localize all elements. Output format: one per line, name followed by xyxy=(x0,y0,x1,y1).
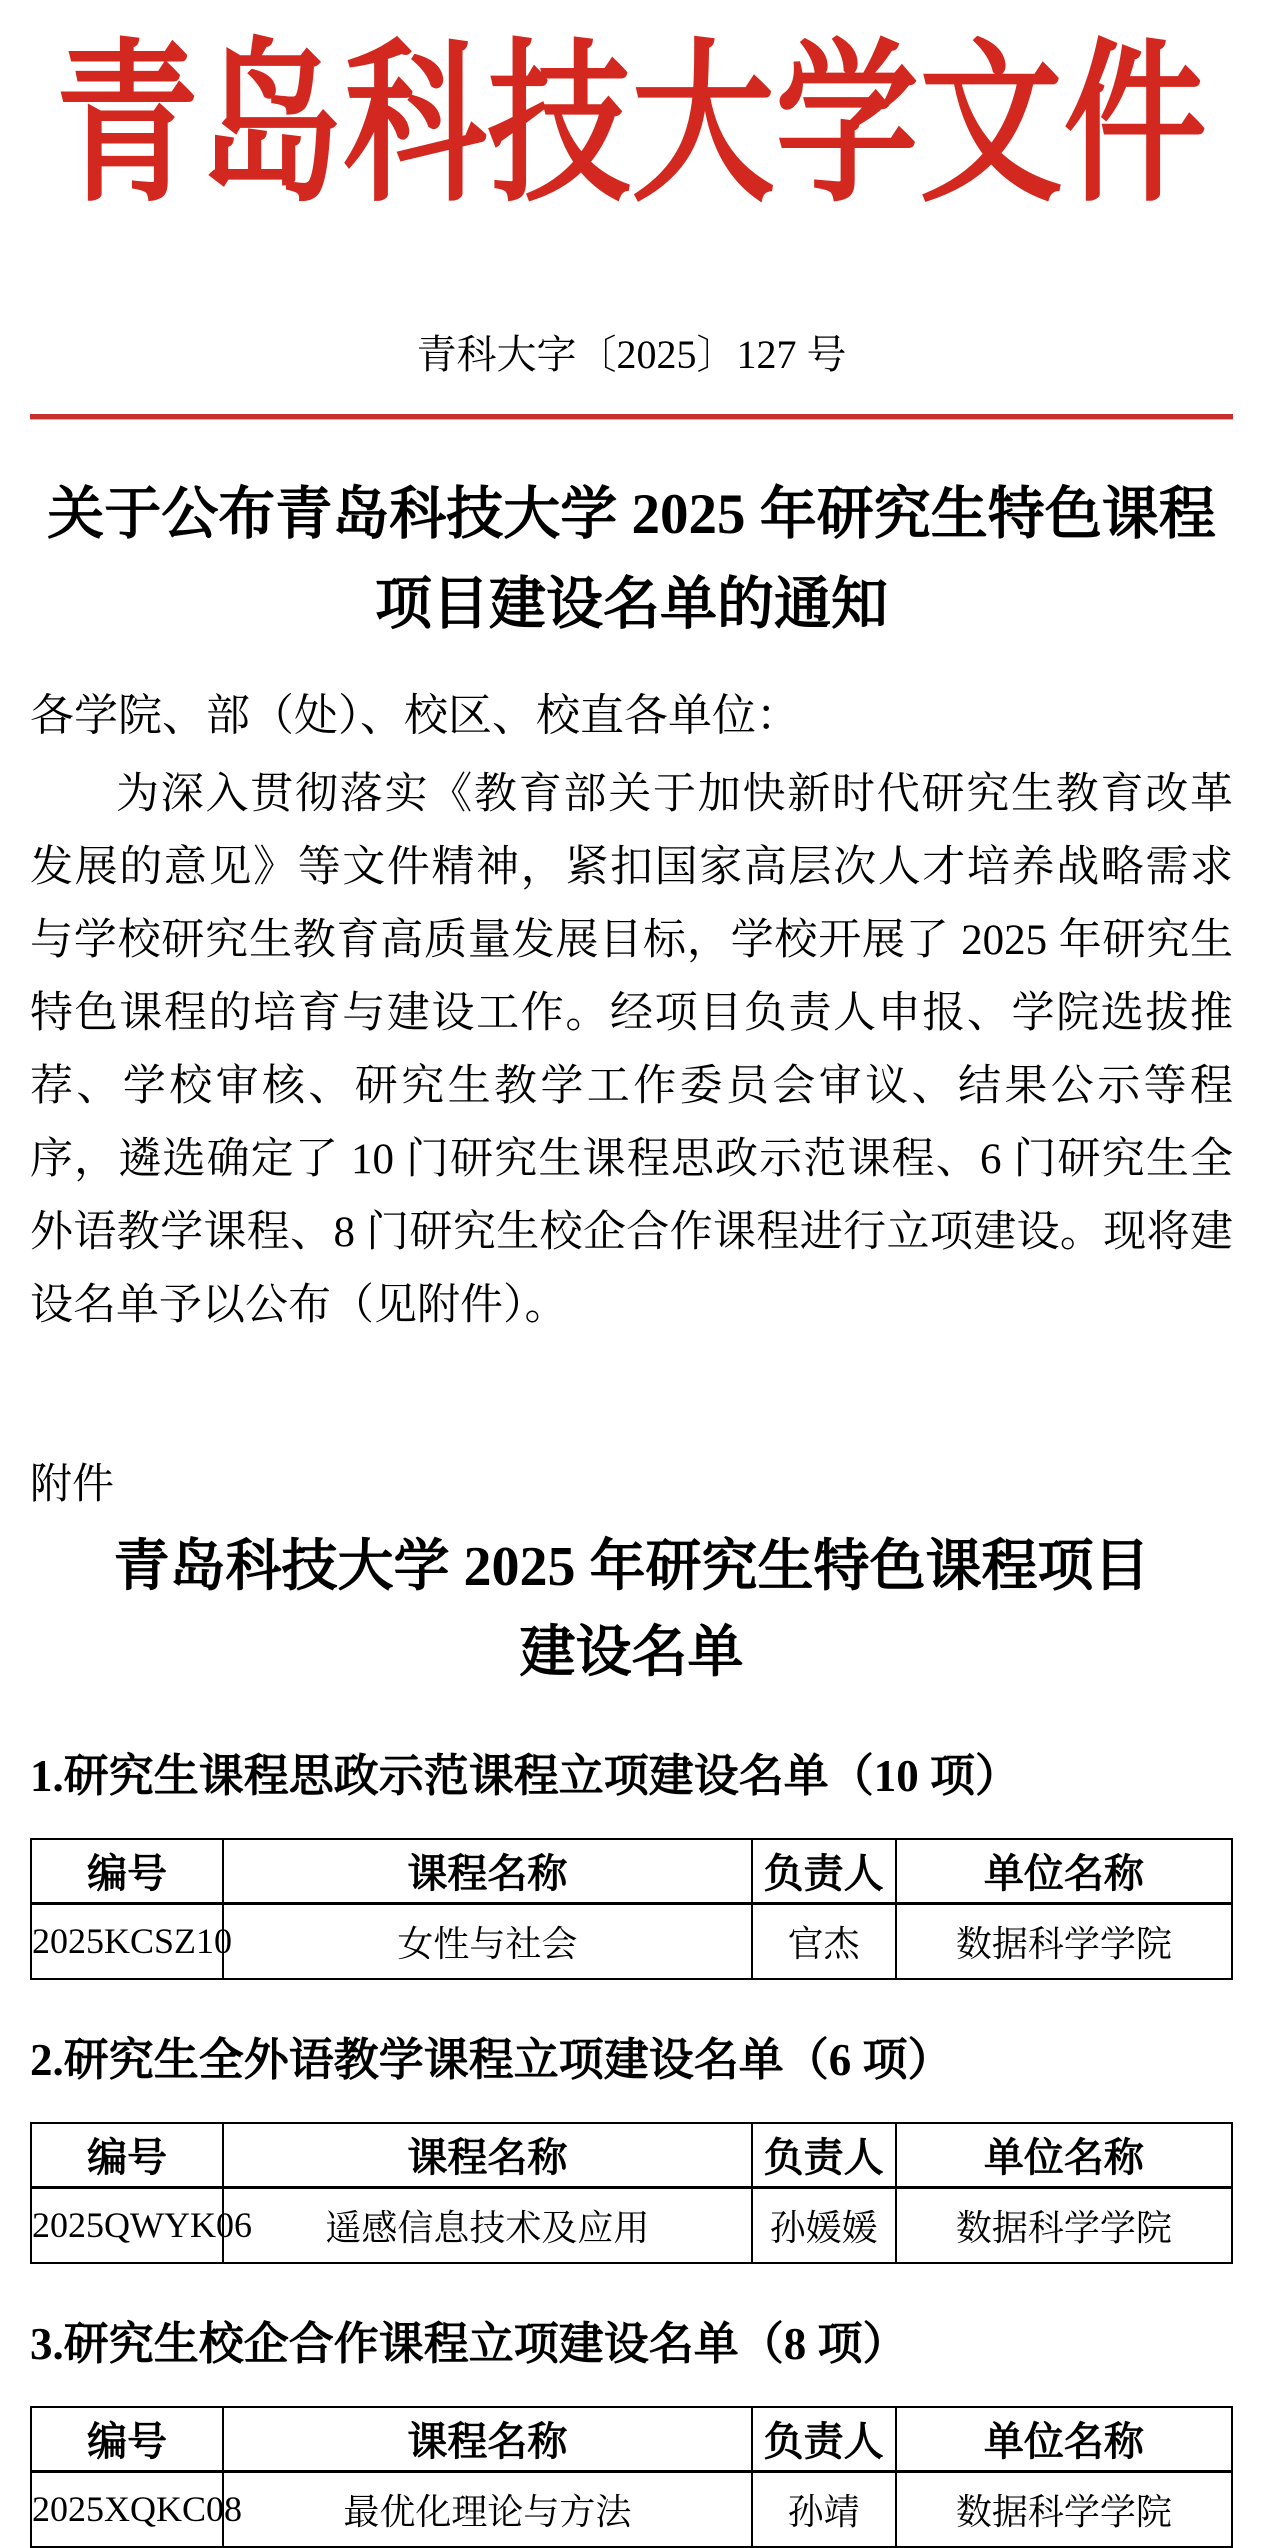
section-heading: 3.研究生校企合作课程立项建设名单（8 项） xyxy=(30,2319,908,2369)
attachment-title-line2: 建设名单 xyxy=(519,1622,744,1684)
cell-course-name: 女性与社会 xyxy=(223,1903,751,1979)
document-title xyxy=(30,470,1233,650)
cell-unit: 数据科学学院 xyxy=(896,2471,1232,2547)
letterhead-title: 青岛科技大学文件 xyxy=(55,29,1208,223)
cell-course-name: 遥感信息技术及应用 xyxy=(223,2187,751,2263)
courses-table xyxy=(30,1838,1233,1980)
header-cell-code: 编号 xyxy=(31,2123,223,2187)
document-title-line1: 关于公布青岛科技大学 2025 年研究生特色课程 xyxy=(47,483,1216,546)
table-header-row xyxy=(31,2123,1232,2187)
header-cell-course-name: 课程名称 xyxy=(223,2407,751,2471)
body-paragraph: 为深入贯彻落实《教育部关于加快新时代研究生教育改革发展的意见》等文件精神，紧扣国家高层次人才培养战略需求与学校研究生教育高质量发展目标，学校开展了 2025 年研究生特色课程的培育与建设工作。经项目负责人申报、学院选拔推荐、学校审核、研究生教学工作委员会审议、结果公示等程序，遴选确定了 10 门研究生课程思政示范课程、6 门研究生全外语教学课程、8 门研究生校企合作课程进行立项建设。现将建设名单予以公布（见附件）。 xyxy=(30,771,1233,1329)
table-header-row xyxy=(31,1839,1232,1903)
salutation: 各学院、部（处）、校区、校直各单位： xyxy=(30,691,800,740)
cell-code: 2025QWYK06 xyxy=(31,2187,223,2263)
section-heading: 1.研究生课程思政示范课程立项建设名单（10 项） xyxy=(30,1751,1021,1801)
table-row xyxy=(31,2471,1232,2547)
section-enterprise-courses xyxy=(30,2316,1233,2548)
table-header-row xyxy=(31,2407,1232,2471)
header-cell-leader: 负责人 xyxy=(752,1839,896,1903)
attachment-label: 附件 xyxy=(30,1462,115,1508)
header-cell-course-name: 课程名称 xyxy=(223,1839,751,1903)
attachment-title xyxy=(30,1524,1233,1696)
header-cell-course-name: 课程名称 xyxy=(223,2123,751,2187)
header-cell-code: 编号 xyxy=(31,1839,223,1903)
cell-unit: 数据科学学院 xyxy=(896,1903,1232,1979)
cell-unit: 数据科学学院 xyxy=(896,2187,1232,2263)
cell-leader: 官杰 xyxy=(752,1903,896,1979)
table-row xyxy=(31,1903,1232,1979)
letterhead-banner xyxy=(30,0,1233,240)
courses-table xyxy=(30,2122,1233,2264)
document-title-line2: 项目建设名单的通知 xyxy=(375,573,888,636)
courses-table xyxy=(30,2406,1233,2548)
red-divider-line xyxy=(30,414,1233,420)
cell-code: 2025XQKC08 xyxy=(31,2471,223,2547)
cell-course-name: 最优化理论与方法 xyxy=(223,2471,751,2547)
section-ideological-courses xyxy=(30,1748,1233,1980)
section-heading: 2.研究生全外语教学课程立项建设名单（6 项） xyxy=(30,2035,953,2085)
header-cell-unit: 单位名称 xyxy=(896,2407,1232,2471)
document-number: 青科大字〔2025〕127 号 xyxy=(416,332,847,377)
cell-leader: 孙靖 xyxy=(752,2471,896,2547)
header-cell-unit: 单位名称 xyxy=(896,2123,1232,2187)
header-cell-unit: 单位名称 xyxy=(896,1839,1232,1903)
header-cell-leader: 负责人 xyxy=(752,2407,896,2471)
section-foreign-language-courses xyxy=(30,2032,1233,2264)
attachment-title-line1: 青岛科技大学 2025 年研究生特色课程项目 xyxy=(113,1536,1150,1598)
cell-code: 2025KCSZ10 xyxy=(31,1903,223,1979)
cell-leader: 孙媛媛 xyxy=(752,2187,896,2263)
header-cell-code: 编号 xyxy=(31,2407,223,2471)
table-row xyxy=(31,2187,1232,2263)
header-cell-leader: 负责人 xyxy=(752,2123,896,2187)
